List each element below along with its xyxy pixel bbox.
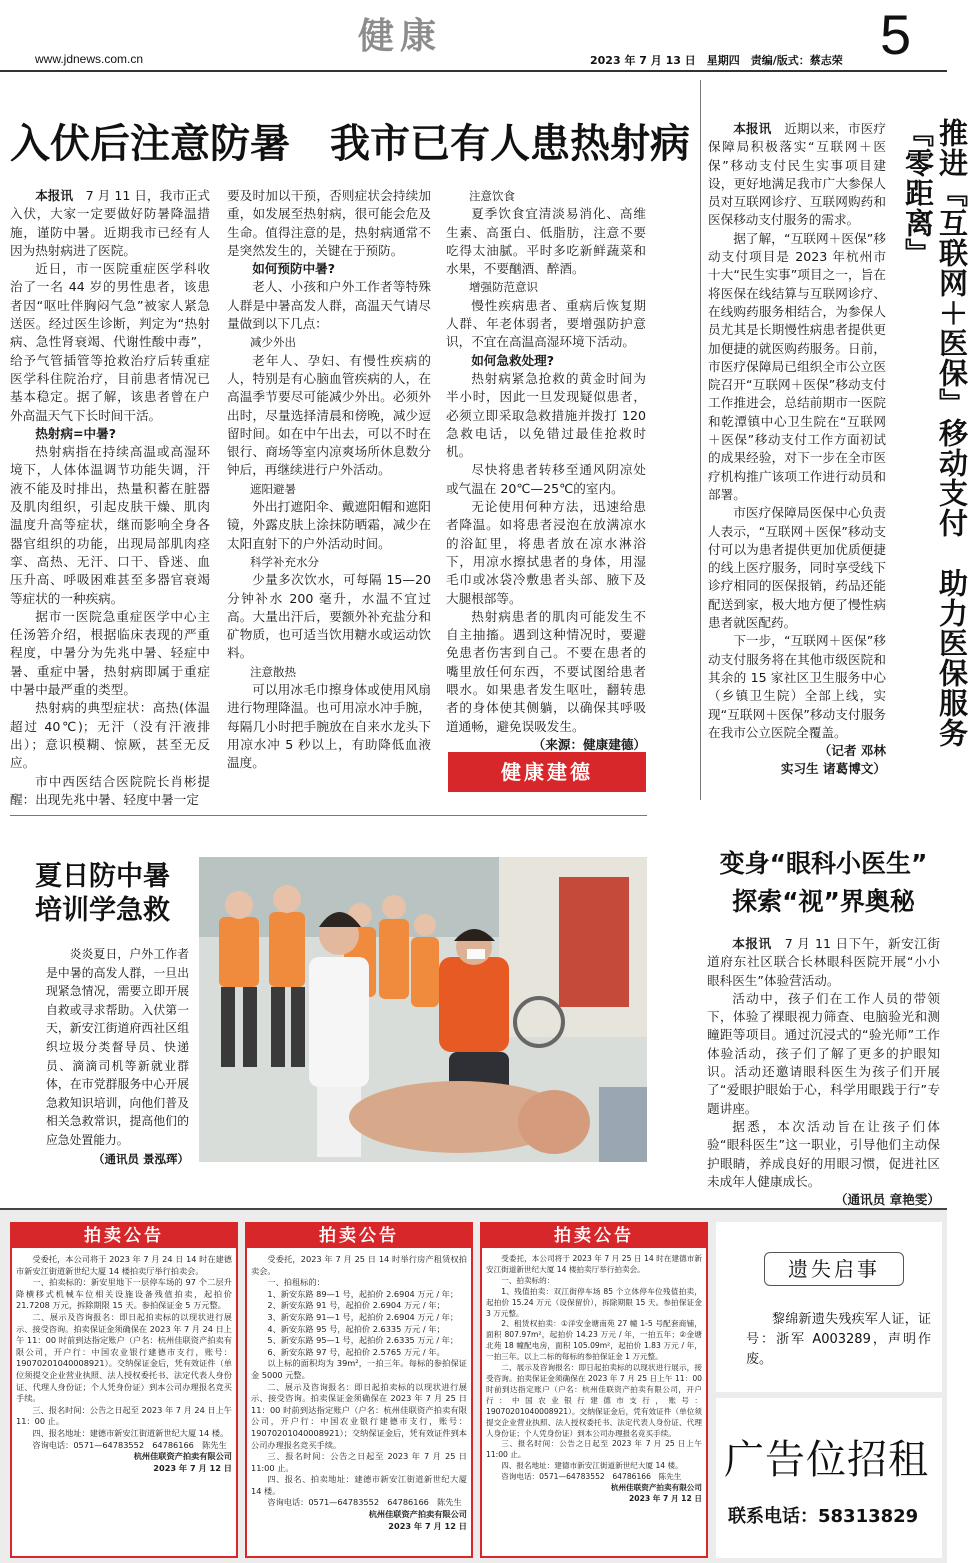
column-divider <box>700 80 701 800</box>
ad-phone[interactable]: 联系电话：58313829 <box>728 1506 919 1527</box>
first-aid-training-photo <box>199 857 647 1162</box>
auction-title: 拍卖公告 <box>247 1224 471 1248</box>
byline: （通讯员 景泓珲） <box>92 1151 189 1166</box>
lead-tag: 本报讯 <box>732 936 772 951</box>
lost-notice-title: 遗失启事 <box>764 1252 904 1286</box>
ad-headline: 广告位招租 <box>724 1437 929 1483</box>
subheading: 注意散热 <box>250 664 296 679</box>
auction-notice-3 <box>480 1222 708 1558</box>
subheading: 科学补充水分 <box>250 554 319 569</box>
site-url[interactable]: www.jdnews.com.cn <box>35 52 144 66</box>
ad-space <box>716 1398 942 1558</box>
article-mobile-pay: 本报讯 近期以来，市医疗保障局积极落实“互联网＋医保”移动支付民生实事项目建设，更好地满足我市广大参保人员对互联网诊疗、互联网购药和医保移动支付服务的需求。 据了解，“互联网＋医保”移动支付项目是 2023 年杭州市十大“民生实事”项目之一，旨在将医保在线结算与互联网诊疗、在线购药服务相结合，为参保人员尤其是长期慢性病患者提供更加便捷的就医购药服务。日前，市医疗保障局已组织全市公立医院召开“互联网＋医保”移动支付工作推进会，总结前期市一医院和乾潭镇中心卫生院在“互联网＋医保”移动支付工作方面初试的成果经验，对下一步在全市医疗机构推广该项工作进行动员和部署。 市医疗保障局医保中心负责人表示，“互联网＋医保”移动支付可以为患者提供更加优质便捷的线上医疗服务，同时享受线下诊疗相同的医保报销，药品还能配送到家，极大地方便了慢性病患者就医配药。 下一步，“互联网＋医保”移动支付服务将在其他市级医院和其余的 15 家社区卫生服务中心（乡镇卫生院）全部上线，实现“互联网＋医保”移动支付服务在我市公立医院全覆盖。 （记者 邓林 实习生 诸葛博文） <box>708 120 886 779</box>
masthead <box>0 0 947 72</box>
subheading: 减少外出 <box>250 335 296 350</box>
byline: 实习生 诸葛博文） <box>780 761 886 777</box>
byline: （通讯员 章艳雯） <box>834 1192 940 1208</box>
lead-tag: 本报讯 <box>35 188 74 203</box>
article-heatstroke-title: 入伏后注意防暑 我市已有人患热射病 <box>10 121 690 167</box>
section-title: 健康 <box>358 16 443 57</box>
subheading: 如何急救处理? <box>471 352 555 368</box>
auction-notice-2 <box>245 1222 473 1558</box>
article-heatstroke-col1: 本报讯 7 月 11 日，我市正式入伏，大家一定要做好防暑降温措施，谨防中暑。近期我市已经有人因为热射病进了医院。 近日，市一医院重症医学科收治了一名 44 岁的男性患者，该患者因“呕吐伴胸闷气急”被家人紧急送医。经过医生诊断，判定为“热射病、急性肾衰竭、代谢性酸中毒”，给予气管插管等抢救治疗后转重症医学科住院治疗，目前患者情况已基本稳定。据了解，该患者曾在户外高温天气下长时间干活。 热射病=中暑? 热射病指在持续高温或高湿环境下，人体体温调节功能失调，汗液不能及时排出，热量积蓄在脏器及肌肉组织，引起皮肤干燥、肌肉温度升高等症状，继而影响全身各器官组织的功能，出现局部肌肉痉挛、高热、无汗、口干、昏迷、血压升高、呼吸困难甚至多器官衰竭等症状的一种疾病。 据市一医院急重症医学中心主任汤箬介绍，根据临床表现的严重程度，中暑分为先兆中暑、轻症中暑、重症中暑，热射病即属于重症中暑中最严重的类型。 热射病的典型症状：高热(体温超过 40℃)；无汗（没有汗液排出）；意识模糊、惊厥，甚至无反应。 市中西医结合医院院长肖彬提醒：出现先兆中暑、轻度中暑一定 <box>10 188 211 807</box>
dateline: 2023 年 7 月 13 日 星期四 责编/版式：蔡志荣 <box>590 54 843 67</box>
lost-notice <box>716 1222 942 1392</box>
byline: （记者 邓林 <box>818 743 886 759</box>
page-number: 5 <box>880 3 912 66</box>
auction-body: 受委托，2023 年 7 月 25 日 14 时举行房产租赁权拍卖会。 一、拍租标的： 1、新安东路 89—1 号，起拍价 2.6904 万元 / 年； 2、新安东路 91 号，起拍价 2.6904 万元 / 年； 3、新安东路 91—1 号，起拍价 2.6904 万元 / 年； 4、新安东路 95 号，起拍价 2.6335 万元 / 年； 5、新安东路 95—1 号，起拍价 2.6335 万元 / 年； 6、新安东路 97 号，起拍价 2.5765 万元 / 年。 以上标的面积均为 39m²，一拍三年。每标的参拍保证金 5000 元整。 二、展示及咨询报名：即日起拍卖标的以现状进行展示、接受咨询。拍卖保证金须确保在 2023 年 7 月 25 日 11：00 时前到达指定账户（户名：杭州佳联资产拍卖有限公司，开户行：中国农业银行建德市支行，账号：19070201040008921）；交纳保证金后，凭有效证件到本公司办理报名竞买手续。 三、报名时间：公告之日起至 2023 年 7 月 25 日 11:00 止。 四、报名、拍卖地址：建德市新安江街道新世纪大厦 14 楼。 咨询电话：0571—64783552 64786166 陈先生 杭州佳联资产拍卖有限公司 2023 年 7 月 12 日 <box>251 1254 467 1531</box>
classifieds-top-rule <box>0 1208 947 1210</box>
subheading: 遮阳避暑 <box>250 481 296 496</box>
subheading: 热射病=中暑? <box>35 425 117 441</box>
source-credit: （来源：健康建德） <box>532 736 646 752</box>
photo-illustration <box>199 857 647 1162</box>
article-eye-doctor-title: 变身“眼科小医生” 探索“视”界奥秘 <box>719 849 928 916</box>
article-first-aid-title: 夏日防中暑 培训学急救 <box>35 861 170 926</box>
lead-tag: 本报讯 <box>733 121 772 136</box>
lost-notice-body: 黎绵新遗失残疾军人证，证号：浙军 A003289，声明作废。 <box>746 1312 931 1367</box>
article-heatstroke-col2: 要及时加以干预，否则症状会持续加重，如发展至热射病，很可能会危及生命。值得注意的是，热射病通常不是突然发生的，关键在于预防。 如何预防中暑? 老人、小孩和户外工作者等特殊人群是中暑高发人群，高温天气请尽量做到以下几点： 减少外出 老年人、孕妇、有慢性疾病的人，特别是有心脑血管疾病的人，在高温季节要尽可能减少外出。必须外出时，尽量选择清晨和傍晚，减少逗留时间。如在中午出去，可以不时在银行、商场等室内凉爽场所休息数分钟后，再继续进行户外活动。 遮阳避暑 外出打遮阳伞、戴遮阳帽和遮阳镜，外露皮肤上涂抹防晒霜，减少在太阳直射下的户外活动时间。 科学补充水分 少量多次饮水，可每隔 15—20 分钟补水 200 毫升，水温不宜过高。大量出汗后，要额外补充盐分和矿物质，也可适当饮用糖水或运动饮料。 注意散热 可以用冰毛巾擦身体或使用风扇进行物理降温。也可用凉水冲手腕，每隔几小时把手腕放在自来水龙头下用凉水冲 5 秒以上，有助降低血液温度。 <box>227 188 431 771</box>
subheading: 注意饮食 <box>469 189 515 203</box>
health-jiande-banner[interactable]: 健康建德 <box>448 752 646 792</box>
subheading: 如何预防中暑? <box>252 261 336 277</box>
auction-title: 拍卖公告 <box>12 1224 236 1248</box>
auction-title: 拍卖公告 <box>482 1224 706 1248</box>
article-eye-doctor-body: 本报讯 7 月 11 日下午，新安江街道府东社区联合长林眼科医院开展“小小眼科医生”体验营活动。 活动中，孩子们在工作人员的带领下，体验了裸眼视力筛查、电脑验光和测瞳距等项目。通过沉浸式的“验光师”工作体验活动，孩子们了解了更多的护眼知识。活动还邀请眼科医生为孩子们开展了“爱眼护眼始于心，科学用眼践于行”专题讲座。 据悉，本次活动旨在让孩子们体验“眼科医生”这一职业，引导他们主动保护眼睛，养成良好的用眼习惯，促进社区未成年人健康成长。 （通讯员 章艳雯） <box>707 935 940 1209</box>
auction-notice-1 <box>10 1222 238 1558</box>
subheading: 增强防范意识 <box>469 280 538 295</box>
auction-body: 受委托，本公司将于 2023 年 7 月 24 日 14 时在建德市新安江街道新世纪大厦 14 楼拍卖厅举行拍卖会。 一、拍卖标的：新安里地下一层停车场的 97 个二层升降横移式机械车位相关设施设备残值拍卖，起拍价 21.7208 万元，拆除期限 15 天。参拍保证金 5 万元整。 二、展示及咨询报名：即日起拍卖标的以现状进行展示、接受咨询。拍卖保证金须确保在 2023 年 7 月 24 日上午 11：00 时前到达指定账户（户名：杭州佳联资产拍卖有限公司，开户行：中国农业银行建德市支行，账号：19070201040008921）。交纳保证金后，凭有效证件（单位须提交企业营业执照、法人授权委托书、法定代表人身份证、代理人身份证；个人凭身份证）到本公司办理报名竞买手续。 三、报名时间：公告之日起至 2023 年 7 月 24 日上午 11：00 止。 四、报名地址：建德市新安江街道新世纪大厦 14 楼。 咨询电话：0571—64783552 64786166 陈先生 杭州佳联资产拍卖有限公司 2023 年 7 月 12 日 <box>16 1254 232 1473</box>
article-first-aid-body: 炎炎夏日，户外工作者是中暑的高发人群，一旦出现紧急情况，需要立即开展自救或寻求帮助。入伏第一天，新安江街道府西社区组织垃圾分类督导员、快递员、滴滴司机等新就业群体，在市党群服务中心开展急救知识培训，向他们普及相关急救常识，提高他们的应急处置能力。 （通讯员 景泓珲） <box>46 945 189 1168</box>
article-heatstroke-col3: 注意饮食 夏季饮食宜清淡易消化、高维生素、高蛋白、低脂肪，注意不要吃得太油腻。平时多吃新鲜蔬菜和水果，不要酗酒、醉酒。 增强防范意识 慢性疾病患者、重病后恢复期人群、年老体弱者，要增强防护意识，不宜在高温高湿环境下活动。 如何急救处理? 热射病紧急抢救的黄金时间为半小时，因此一旦发现疑似患者，必须立即采取急救措施并拨打 120 急救电话，以免错过最佳抢救时机。 尽快将患者转移至通风阴凉处或气温在 20℃—25℃的室内。 无论使用何种方法，迅速给患者降温。如将患者浸泡在放满凉水的浴缸里，将患者放在凉水淋浴下，用凉水擦拭患者的身体，用湿毛巾或冰袋冷敷患者头部、腋下及大腿根部等。 热射病患者的肌肉可能发生不自主抽搐。遇到这种情况时，要避免患者伤害到自己。不要在患者的嘴里放任何东西，不要试图给患者喂水。如果患者发生呕吐，翻转患者的身体使其侧躺，以确保其呼吸道通畅，避免误吸发生。 （来源：健康建德） <box>446 187 646 754</box>
header-rule <box>0 70 947 72</box>
auction-body: 受委托，本公司将于 2023 年 7 月 25 日 14 时在建德市新安江街道新世纪大厦 14 楼拍卖厅举行拍卖会。 一、拍卖标的： 1、残值拍卖：双江街停车场 85 个立体停车位残值拍卖，起拍价 15.24 万元（设保留价），拆除期限 15 天。参拍保证金 3 万元整。 2、租赁权拍卖：①洋安金塘南苑 27 幢 1-5 号配套商铺，面积 807.97m²，起拍价 14.23 万元 / 年，一拍五年；②金塘北苑 18 幢配电房，面积 105.09m²，起拍价 1.83 万元 / 年，一拍三年。以上二标的每标的参拍保证金 1 万元整。 二、展示及咨询报名：即日起拍卖标的以现状进行展示，接受咨询。拍卖保证金须确保在 2023 年 7 月 25 日上午 11：00 时前到达指定账户（户名：杭州佳联资产拍卖有限公司，开户行：中国农业银行建德市支行，账号：19070201040008921）。交纳保证金后，凭有效证件（单位须提交企业营业执照、法人授权委托书、法定代表人身份证、代理人身份证；个人凭身份证）到本公司办理报名竞买手续。 三、报名时间：公告之日起至 2023 年 7 月 25 日上午 11:00 止。 四、报名地址：建德市新安江街道新世纪大厦 14 楼。 咨询电话：0571—64783552 64786166 陈先生 杭州佳联资产拍卖有限公司 2023 年 7 月 12 日 <box>486 1254 702 1503</box>
section-divider <box>10 815 647 816</box>
article-mobile-pay-title: 推进『互联网＋医保』移动支付 助力医保服务『零距离』 <box>901 118 969 748</box>
